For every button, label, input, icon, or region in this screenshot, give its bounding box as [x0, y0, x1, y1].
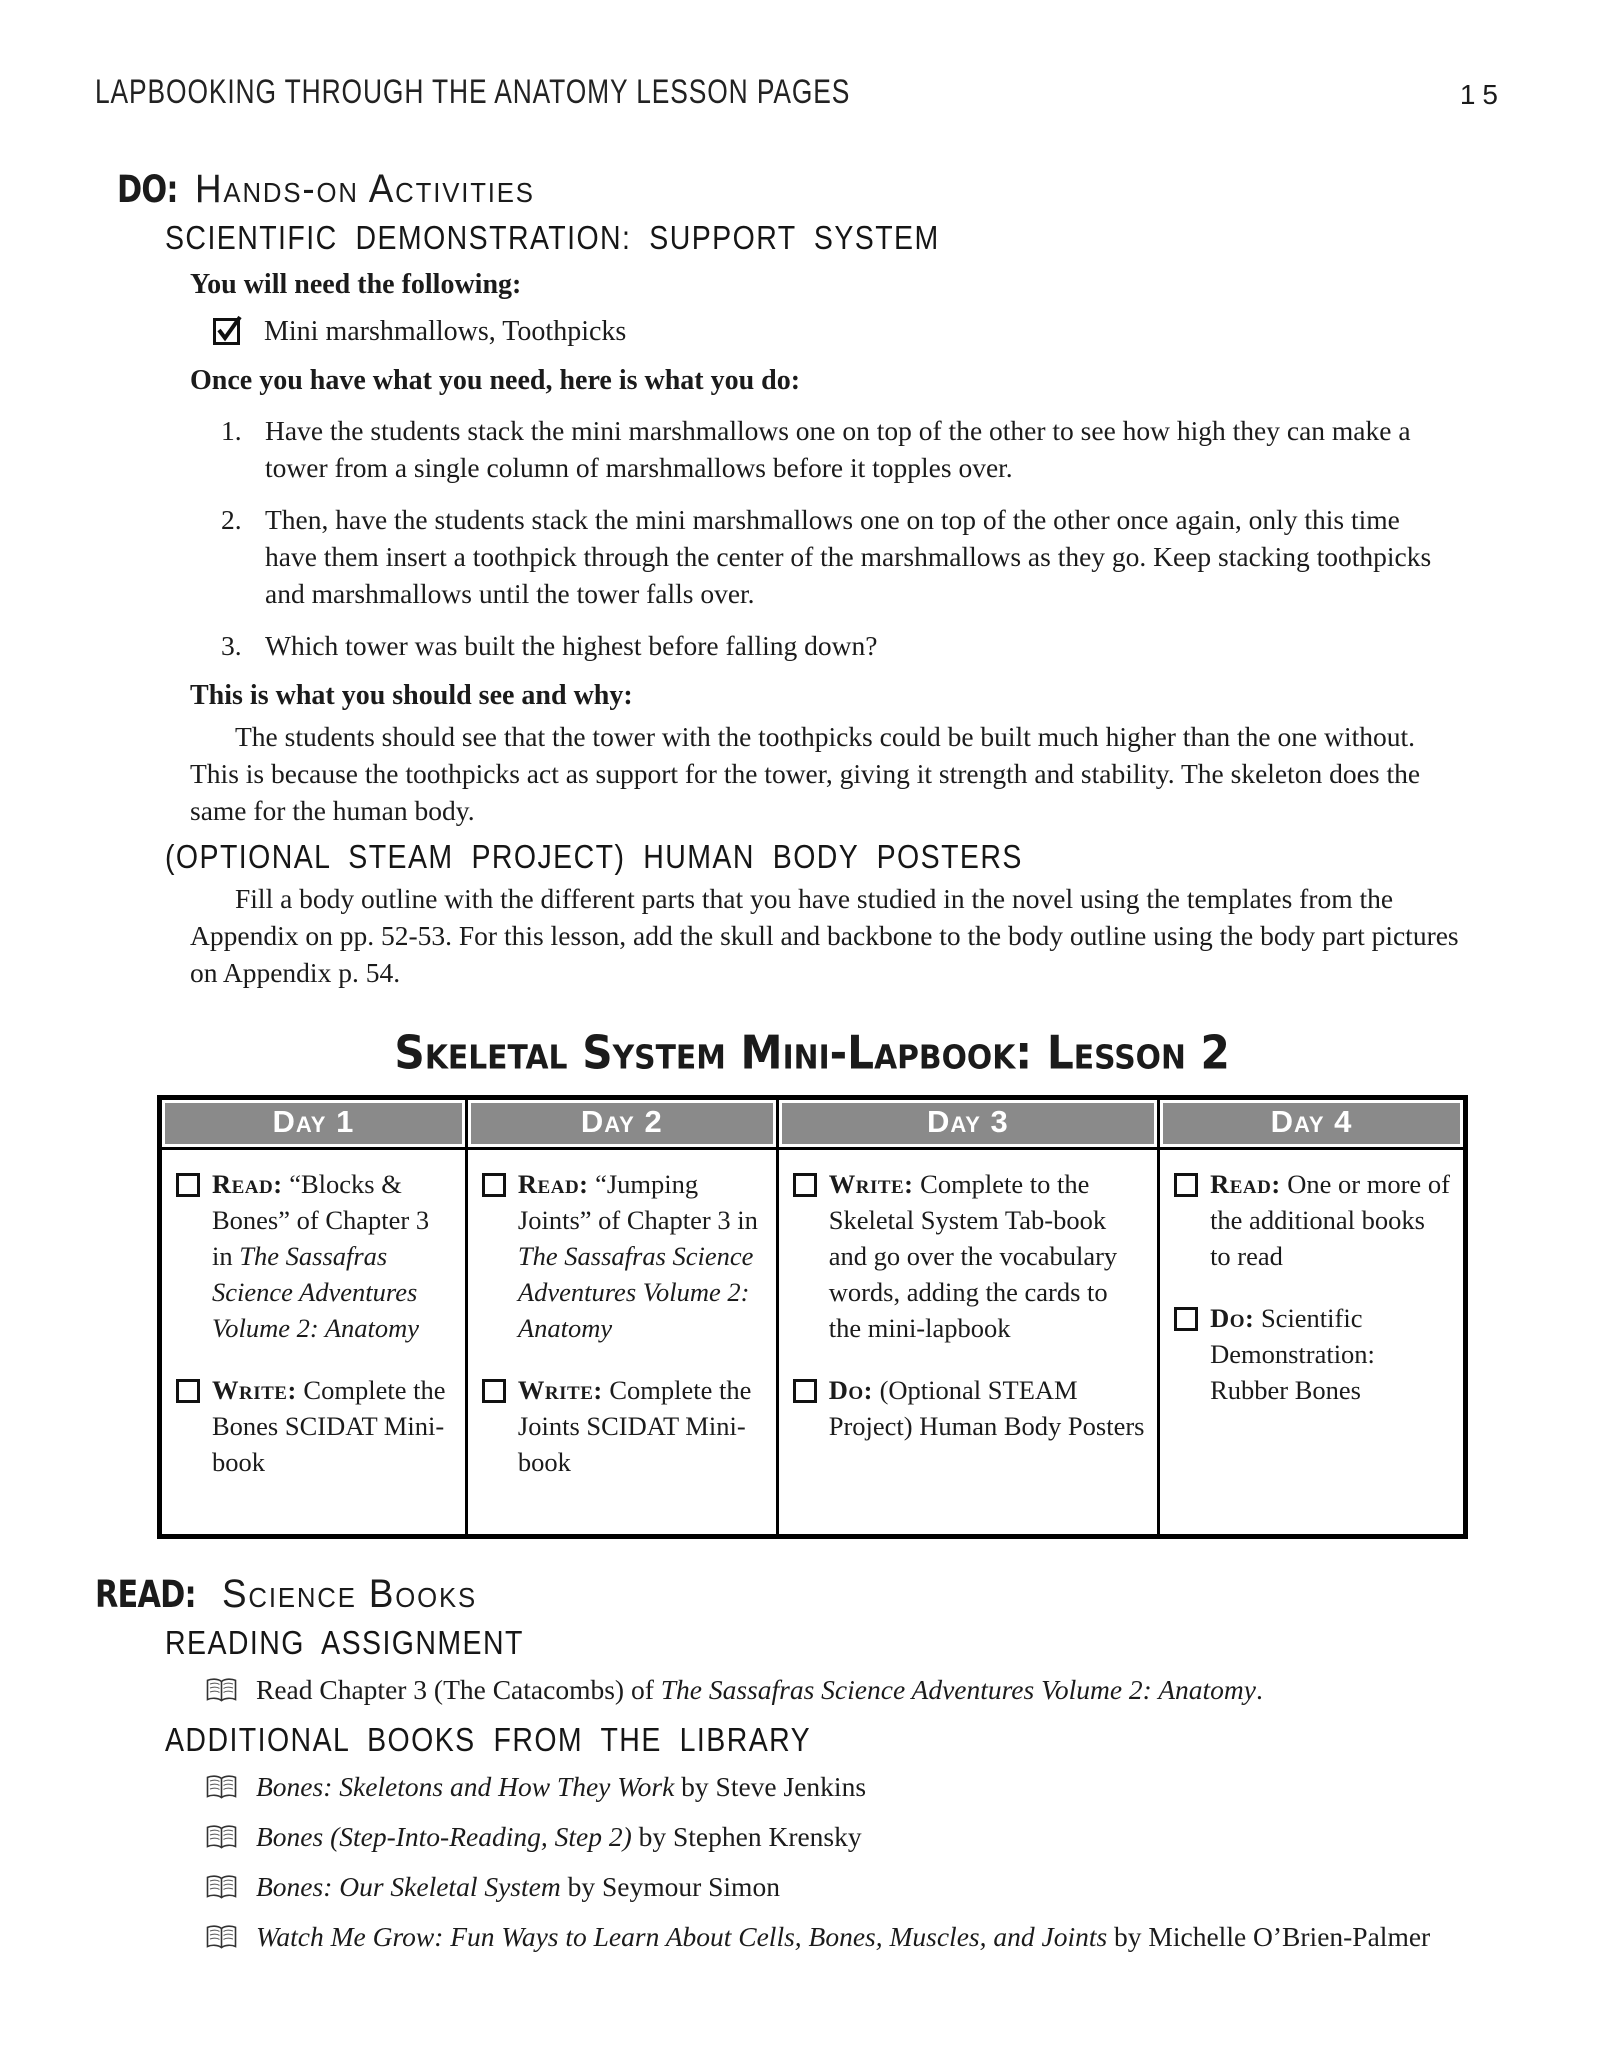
additional-books-heading: ADDITIONAL BOOKS FROM THE LIBRARY — [165, 1722, 812, 1760]
lapbook-title: Skeletal System Mini-Lapbook: Lesson 2 — [394, 1026, 1231, 1081]
steam-project-heading: (OPTIONAL STEAM PROJECT) HUMAN BODY POSTERS — [165, 839, 1023, 876]
steps-label: Once you have what you need, here is what you do: — [190, 365, 801, 396]
need-label: You will need the following: — [190, 269, 522, 300]
library-book-item-4 — [205, 1919, 1460, 1955]
day-2-cell — [466, 1149, 777, 1537]
step-3-number: 3. — [221, 630, 242, 661]
task-text: Write: Complete to the Skeletal System Tab-book and go over the vocabulary words, adding the cards to the mini-lapbook — [828, 1169, 1118, 1344]
library-book-item-1 — [205, 1769, 1460, 1805]
step-3-text: Which tower was built the highest before falling down? — [265, 630, 878, 661]
read-section-heading — [95, 1573, 1505, 1615]
checkbox-empty-icon — [482, 1379, 506, 1403]
day-3-cell — [777, 1149, 1158, 1537]
reading-assignment-item — [205, 1672, 1460, 1708]
day-2-task-1 — [482, 1166, 764, 1346]
step-1-text: Have the students stack the mini marshmallows one on top of the other to see how high they can make a tower from a single column of marshmallows before it topples over. — [265, 415, 1411, 483]
scientific-demonstration-heading: SCIENTIFIC DEMONSTRATION: SUPPORT SYSTEM — [165, 220, 940, 257]
table-body-row — [160, 1149, 1466, 1537]
day-3-header: Day 3 — [777, 1098, 1158, 1149]
book-entry: Bones: Our Skeletal System by Seymour Simon — [256, 1871, 780, 1903]
read-heading-text: Science Books — [221, 1572, 477, 1617]
book-entry: Bones (Step-Into-Reading, Step 2) by Stephen Krensky — [256, 1821, 862, 1853]
day-2-header: Day 2 — [466, 1098, 777, 1149]
day-3-task-1 — [793, 1166, 1145, 1346]
step-2-text: Then, have the students stack the mini marshmallows one on top of the other once again, only this time have them insert a toothpick through the center of the marshmallows as they go. Keep stacking toothpicks and marshmallows until the tower falls over. — [265, 504, 1432, 609]
book-entry: Bones: Skeletons and How They Work by Steve Jenkins — [256, 1771, 867, 1803]
check-mark-icon — [214, 313, 244, 345]
see-and-why-text: The students should see that the tower with the toothpicks could be built much higher than the one without. This is because the toothpicks act as support for the tower, giving it strength and stability. The skeleton does the same for the human body. — [190, 721, 1421, 826]
task-text: Read: One or more of the additional books to read — [1210, 1169, 1450, 1272]
supplies-list-item — [213, 315, 1505, 349]
running-head — [95, 72, 1505, 112]
do-section-heading — [117, 168, 1505, 210]
read-heading-prefix: READ: — [95, 1573, 196, 1617]
checkbox-empty-icon — [482, 1173, 506, 1197]
day-1-task-2 — [176, 1372, 453, 1480]
open-book-icon — [205, 1874, 238, 1901]
do-heading-prefix: DO: — [117, 168, 178, 211]
library-book-item-3 — [205, 1869, 1460, 1905]
supplies-text: Mini marshmallows, Toothpicks — [264, 316, 627, 347]
lapbook-schedule-table — [157, 1095, 1468, 1539]
checkbox-empty-icon — [176, 1379, 200, 1403]
checkbox-empty-icon — [793, 1379, 817, 1403]
task-text: Do: (Optional STEAM Project) Human Body Posters — [828, 1375, 1145, 1442]
step-1 — [215, 412, 1455, 486]
task-text: Write: Complete the Bones SCIDAT Mini-book — [212, 1375, 446, 1478]
checkbox-empty-icon — [793, 1173, 817, 1197]
steam-project-text: Fill a body outline with the different parts that you have studied in the novel using the templates from the Appendix on pp. 52-53. For this lesson, add the skull and backbone to the body outline using the body part pictures on Appendix p. 54. — [190, 883, 1459, 988]
step-1-number: 1. — [221, 415, 242, 446]
task-text: Do: Scientific Demonstration: Rubber Bones — [1210, 1303, 1375, 1406]
book-entry: Watch Me Grow: Fun Ways to Learn About Cells, Bones, Muscles, and Joints by Michelle O’Brien-Palmer — [256, 1921, 1431, 1953]
library-book-item-2 — [205, 1819, 1460, 1855]
open-book-icon — [205, 1774, 238, 1801]
day-4-cell — [1159, 1149, 1466, 1537]
day-3-task-2 — [793, 1372, 1145, 1444]
task-text: Read: “Blocks & Bones” of Chapter 3 in The Sassafras Science Adventures Volume 2: Anatomy — [212, 1169, 430, 1344]
checkbox-empty-icon — [1174, 1307, 1198, 1331]
step-2-number: 2. — [221, 504, 242, 535]
reading-assignment-heading: READING ASSIGNMENT — [165, 1625, 524, 1663]
do-heading-text: Hands-on Activities — [194, 167, 535, 211]
instruction-steps — [95, 412, 1505, 664]
checkbox-empty-icon — [1174, 1173, 1198, 1197]
checkbox-empty-icon — [176, 1173, 200, 1197]
table-header-row — [160, 1098, 1466, 1149]
step-2 — [215, 501, 1455, 612]
open-book-icon — [205, 1677, 238, 1704]
page-header-title: LAPBOOKING THROUGH THE ANATOMY LESSON PAGES — [95, 72, 851, 111]
see-and-why-label: This is what you should see and why: — [190, 680, 633, 711]
reading-assignment-text: Read Chapter 3 (The Catacombs) of The Sassafras Science Adventures Volume 2: Anatomy. — [256, 1674, 1263, 1706]
checkbox-checked-icon — [213, 318, 240, 345]
task-text: Write: Complete the Joints SCIDAT Mini-book — [517, 1375, 752, 1478]
day-1-cell — [160, 1149, 467, 1537]
open-book-icon — [205, 1824, 238, 1851]
day-1-task-1 — [176, 1166, 453, 1346]
step-3 — [215, 627, 1455, 664]
day-4-task-2 — [1174, 1300, 1451, 1408]
day-1-header: Day 1 — [160, 1098, 467, 1149]
task-text: Read: “Jumping Joints” of Chapter 3 in The Sassafras Science Adventures Volume 2: Anatomy — [517, 1169, 758, 1344]
day-4-header: Day 4 — [1159, 1098, 1466, 1149]
day-2-task-2 — [482, 1372, 764, 1480]
open-book-icon — [205, 1924, 238, 1951]
page-number: 15 — [1459, 79, 1505, 110]
day-4-task-1 — [1174, 1166, 1451, 1274]
